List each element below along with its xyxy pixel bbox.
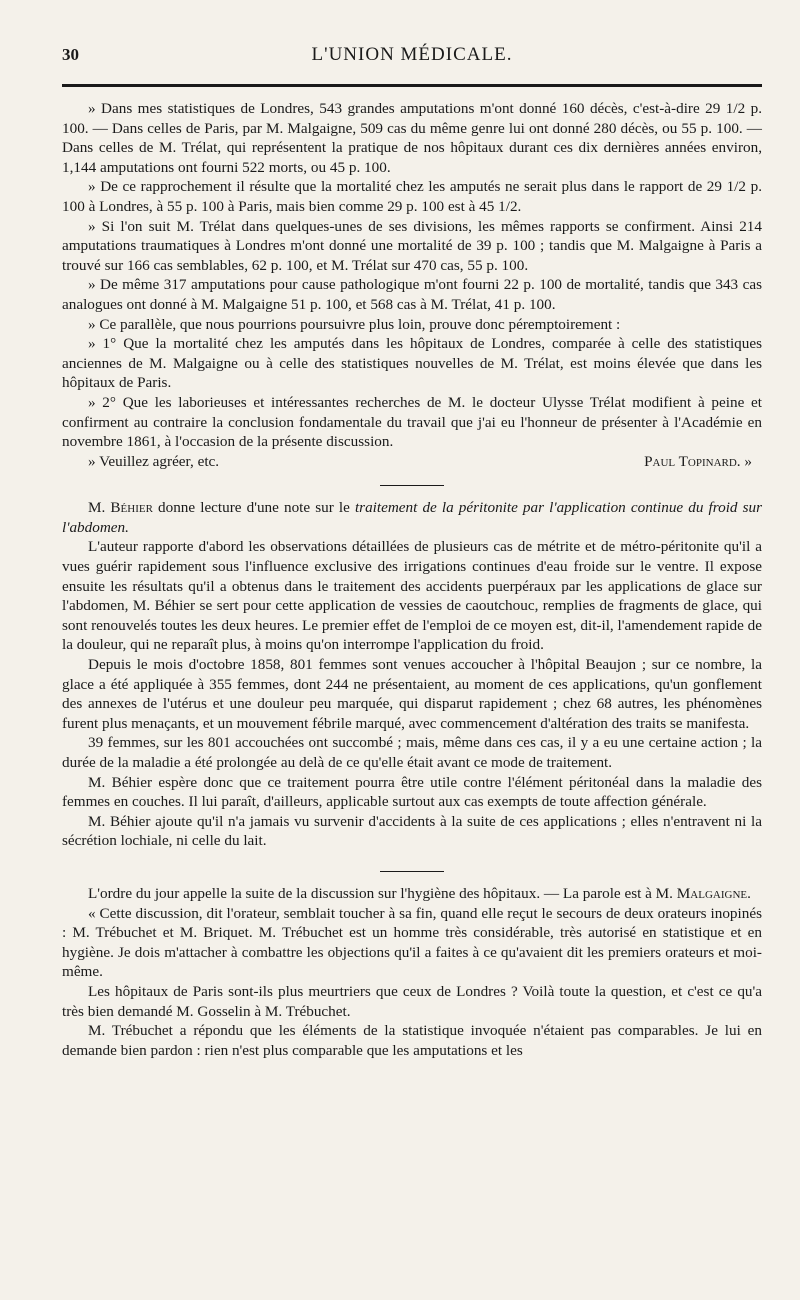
paragraph: » Dans mes statistiques de Londres, 543 grandes amputations m'ont donné 160 décès, c'est-à-dire 29 1/2 p. 100. — Dans celles de Paris, par M. Malgaigne, 509 cas du même genre lui ont donné 280 décès, ou 55 p. 100. — Dans celles de M. Trélat, qui représentent la pratique de nos hôpitaux durant ces dix dernières années environ, 1,144 amputations ont fourni 522 morts, ou 45 p. 100. [62, 100, 762, 176]
letter-section [62, 99, 762, 471]
speaker-name: Malgaigne. [676, 884, 751, 902]
paragraph: Les hôpitaux de Paris sont-ils plus meurtriers que ceux de Londres ? Voilà toute la question, et c'est ce qu'a très bien demandé M. Gosselin à M. Trébuchet. [62, 982, 762, 1020]
paragraph: M. Béhier ajoute qu'il n'a jamais vu survenir d'accidents à la suite de ces applications ; elles n'entravent ni la sécrétion lochiale, ni celle du lait. [62, 812, 762, 850]
text-lead: M. [88, 499, 111, 517]
closing-formula: » Veuillez agréer, etc. [88, 452, 220, 470]
section-divider [380, 871, 444, 872]
paragraph: » Si l'on suit M. Trélat dans quelques-unes de ses divisions, les mêmes rapports se confirment. Ainsi 214 amputations traumatiques à Londres m'ont donné une mortalité de 39 p. 100 ; tandis que M. Malgaigne à Paris a trouvé sur 166 cas semblables, 62 p. 100, et M. Trélat sur 470 cas, 55 p. 100. [62, 217, 762, 274]
text-lead: L'ordre du jour appelle la suite de la discussion sur l'hygiène des hôpitaux. — La parole est à M. [88, 884, 677, 902]
paragraph-intro [62, 884, 762, 904]
paragraph: » Ce parallèle, que nous pourrions poursuivre plus loin, prouve donc péremptoirement : [88, 315, 621, 333]
paragraph: M. Trébuchet a répondu que les éléments de la statistique invoquée n'étaient pas comparables. Je lui en demande bien pardon : rien n'est plus comparable que les amputations et les [62, 1022, 762, 1059]
note-title: traitement de la péritonite par l'application continue du froid sur l'abdomen. [62, 499, 763, 536]
paragraph: » De ce rapprochement il résulte que la mortalité chez les amputés ne serait plus dans le rapport de 29 1/2 p. 100 à Londres, à 55 p. 100 à Paris, mais bien comme 29 p. 100 est à 45 1/2. [62, 178, 762, 215]
paragraph: » 1° Que la mortalité chez les amputés dans les hôpitaux de Londres, comparée à celle des statistiques anciennes de M. Malgaigne ou à celle des statistiques nouvelles de M. Trélat, est moins élevée que dans les hôpitaux de Paris. [62, 335, 762, 392]
header-rule [62, 84, 762, 87]
paragraph: » 2° Que les laborieuses et intéressantes recherches de M. le docteur Ulysse Trélat modifient à peine et confirment au contraire la conclusion fondamentale du travail que j'ai eu l'honneur de présenter à l'Académie en novembre 1861, à l'occasion de la présente discussion. [62, 393, 762, 451]
section-divider [380, 485, 444, 486]
page-header [62, 44, 762, 76]
paragraph: M. Béhier espère donc que ce traitement pourra être utile contre l'élément péritonéal dans la maladie des femmes en couches. Il lui paraît, d'ailleurs, applicable surtout aux cas exempts de toute affection générale. [62, 773, 762, 811]
behier-section [62, 498, 762, 851]
paragraph: « Cette discussion, dit l'orateur, semblait toucher à sa fin, quand elle reçut le secours de deux orateurs inopinés : M. Trébuchet et M. Briquet. M. Trébuchet est un homme très considérable, très autorisé en statistique et en hygiène. Je dois m'attacher à combattre les objections qu'il a faites à ce qu'avaient dit les premiers orateurs et moi-même. [62, 904, 762, 981]
text-mid: donne lecture d'une note sur le [152, 499, 355, 517]
paragraph: » De même 317 amputations pour cause pathologique m'ont fourni 22 p. 100 de mortalité, tandis que 343 cas analogues ont donné à M. Malgaigne 51 p. 100, et 568 cas à M. Trélat, 41 p. 100. [62, 276, 762, 313]
discussion-section [62, 884, 762, 1060]
running-title: L'UNION MÉDICALE. [311, 44, 513, 65]
page-number: 30 [62, 45, 79, 64]
paragraph: 39 femmes, sur les 801 accouchées ont succombé ; mais, même dans ces cas, il y a eu une certaine action ; la durée de la maladie a été prolongée au delà de ce qu'elle était avant ce mode de traitement. [62, 734, 762, 771]
paragraph: Depuis le mois d'octobre 1858, 801 femmes sont venues accoucher à l'hôpital Beaujon ; sur ce nombre, la glace a été appliquée à 355 femmes, dont 244 ne présentaient, au moment de ces applications, qu'un gonflement des annexes de l'utérus et une douleur peu marquée, qui disparut rapidement ; chez 68 autres, les phénomènes furent plus menaçants, et un mouvement fébrile marqué, avec commencement d'altération des traits se manifesta. [62, 656, 762, 732]
closing-line [62, 452, 762, 472]
paragraph-intro [62, 498, 762, 537]
paragraph: L'auteur rapporte d'abord les observations détaillées de plusieurs cas de métrite et de métro-péritonite qu'il a vues guérir rapidement sous l'influence exclusive des irrigations continues d'eau froide sur le ventre. Il expose ensuite les résultats qu'il a obtenus dans le traitement des accidents puerpéraux par les applications de glace sur l'abdomen, M. Béhier se sert pour cette application de vessies de caoutchouc, remplies de fragments de glace, qui sont renouvelés toutes les deux heures. Le premier effet de l'emploi de ce moyen est, dit-il, l'amendement rapide de la douleur, qui ne reparaît plus, à moins qu'on interrompe l'application du froid. [62, 538, 762, 654]
signature: Paul Topinard. » [644, 452, 752, 470]
author-name: Béhier [110, 499, 153, 517]
